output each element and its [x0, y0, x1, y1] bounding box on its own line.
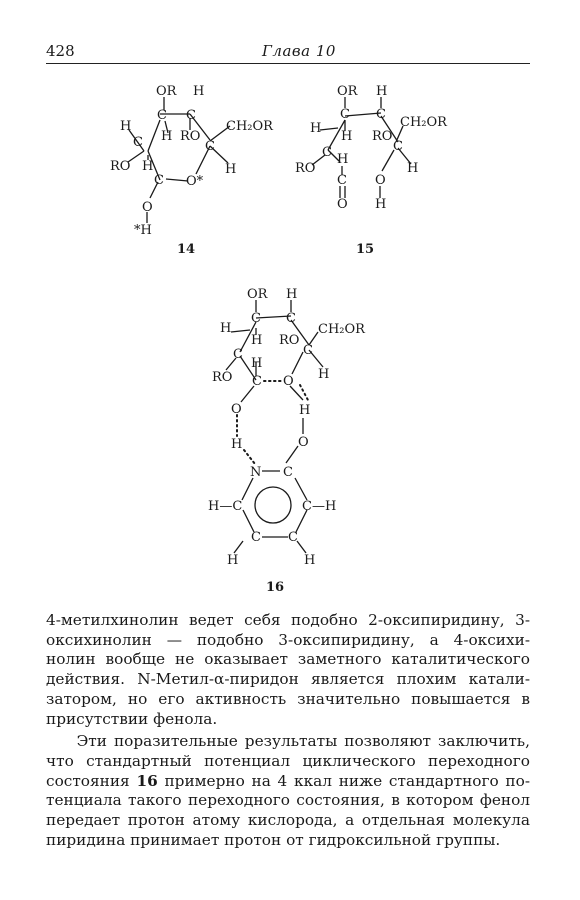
atom-label: H—C: [208, 499, 243, 514]
atom-label: O*: [186, 174, 204, 189]
atom-label: C: [252, 374, 262, 389]
paragraph-2: [46, 732, 530, 850]
compound-label-14: 14: [177, 242, 196, 257]
atom-label: H: [299, 403, 311, 418]
structure-15: [295, 84, 448, 212]
text-line: затором, но его активность значительно повышается в: [46, 689, 530, 708]
text-line: примерно на 4 ккал ниже стандартного по-: [157, 771, 530, 790]
text-line: нолин вообще не оказывает заметного каталитического: [46, 650, 530, 669]
atom-label: *H: [134, 223, 152, 238]
atom-label: C: [251, 530, 261, 545]
compound-label-15: 15: [356, 242, 375, 257]
atom-label: H: [337, 152, 349, 167]
body-text: [46, 611, 530, 850]
atom-label: H: [220, 321, 232, 336]
atom-label: H: [376, 84, 388, 99]
text-line: состояния: [46, 771, 137, 790]
atom-label: RO: [110, 159, 131, 174]
text-line: тенциала такого переходного состояния, в котором фенол: [46, 791, 530, 810]
atom-label: H: [227, 553, 239, 568]
atom-label: C: [376, 107, 386, 122]
atom-label: H: [341, 129, 353, 144]
atom-label: OR: [247, 287, 268, 302]
atom-label: C: [337, 173, 347, 188]
atom-label: O: [231, 402, 242, 417]
atom-label: C: [322, 145, 332, 160]
text-line: передает протон атому кислорода, а отдельная молекула: [46, 811, 530, 830]
text-line: действия. N-Метил-α-пиридон является плохим катали-: [46, 670, 530, 689]
atom-label: C: [186, 108, 196, 123]
atom-label: H: [142, 159, 154, 174]
atom-label: RO: [295, 161, 316, 176]
structure-14: [110, 84, 274, 238]
atom-label: RO: [279, 333, 300, 348]
atom-label: H: [375, 197, 387, 212]
atom-label: CH₂OR: [318, 322, 365, 337]
atom-label: H: [193, 84, 205, 99]
atom-label: C: [154, 173, 164, 188]
atom-label: OR: [156, 84, 177, 99]
atom-label: CH₂OR: [400, 115, 447, 130]
atom-label: O: [298, 435, 309, 450]
atom-label: H: [318, 367, 330, 382]
atom-label: H: [161, 129, 173, 144]
atom-label: H: [225, 162, 237, 177]
atom-label: C: [393, 139, 403, 154]
atom-label: C: [283, 465, 293, 480]
atom-label: RO: [212, 370, 233, 385]
atom-label: N: [250, 465, 262, 480]
page-number: 428: [46, 42, 75, 60]
atom-label: O: [337, 197, 348, 212]
running-title: Глава 10: [262, 42, 336, 60]
atom-label: O: [283, 374, 294, 389]
atom-label: C: [233, 347, 243, 362]
atom-label: C: [288, 530, 298, 545]
atom-label: O: [142, 200, 153, 215]
atom-label: C: [303, 343, 313, 358]
atom-label: RO: [372, 129, 393, 144]
text-line: присутствии фенола.: [46, 709, 218, 728]
atom-label: O: [375, 173, 386, 188]
atom-label: H: [304, 553, 316, 568]
atom-label: H: [286, 287, 298, 302]
text-line: 4-метилхинолин ведет себя подобно 2-оксипиридину,: [46, 611, 505, 629]
atom-label: C: [340, 107, 350, 122]
atom-label: H: [310, 121, 322, 136]
text-line: Эти поразительные результаты позволяют заключить,: [76, 732, 530, 751]
atom-label: C: [157, 108, 167, 123]
structure-16: [208, 287, 366, 568]
atom-label: H: [251, 356, 263, 371]
atom-label: C: [205, 139, 215, 154]
atom-label: H: [231, 437, 243, 452]
atom-label: H: [407, 161, 419, 176]
atom-label: C: [251, 311, 261, 326]
text-line: 3-оксихинолин — подобно 3-оксипиридину, а 4-оксихи-: [46, 611, 530, 649]
compound-reference: 16: [136, 771, 158, 790]
atom-label: H: [120, 119, 132, 134]
atom-label: C—H: [302, 499, 337, 514]
compound-label-16: 16: [266, 580, 285, 595]
paragraph-1: [46, 611, 530, 729]
atom-label: OR: [337, 84, 358, 99]
structure-16-bonds: [226, 300, 323, 553]
text-line: пиридина принимает протон от гидроксильной группы.: [46, 830, 501, 849]
atom-label: C: [286, 311, 296, 326]
atom-label: H: [251, 333, 263, 348]
atom-label: RO: [180, 129, 201, 144]
atom-label: CH₂OR: [226, 119, 273, 134]
atom-label: C: [133, 135, 143, 150]
text-line: что стандартный потенциал циклического переходного: [46, 751, 530, 770]
